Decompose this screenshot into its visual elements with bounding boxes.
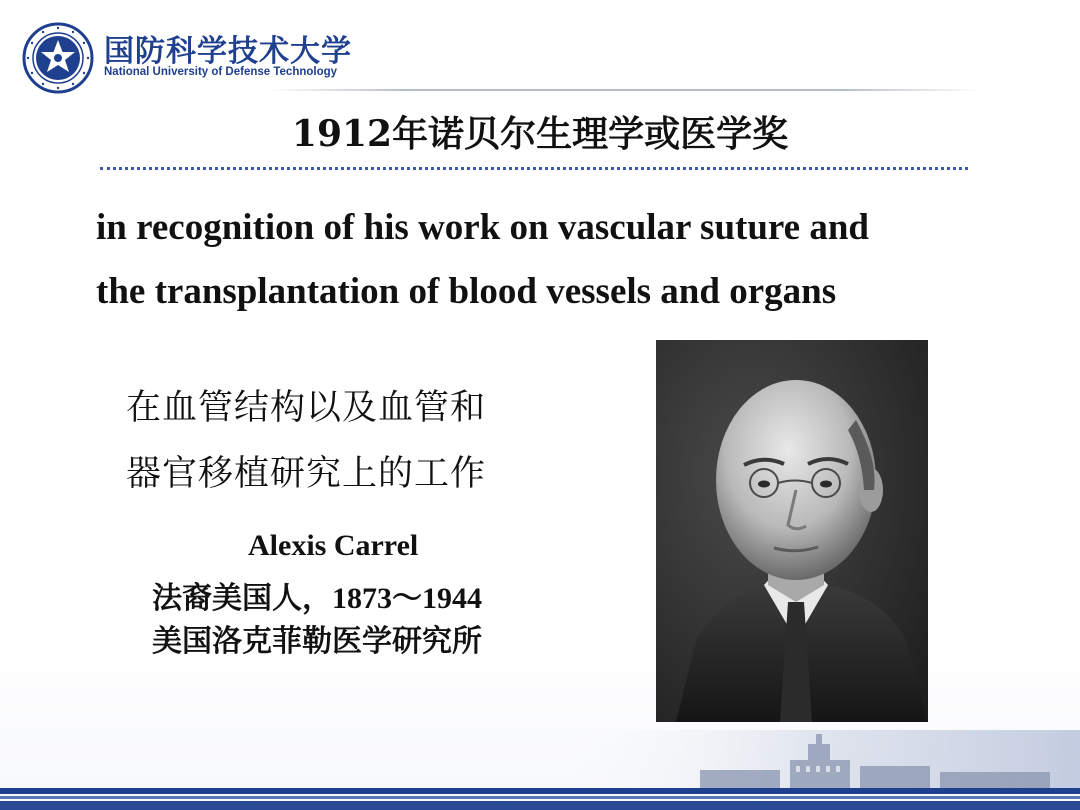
citation-en-line-2: the transplantation of blood vessels and organs — [96, 271, 837, 312]
citation-cn-line-2: 器官移植研究上的工作 — [126, 454, 487, 494]
citation-en-line-1: in recognition of his work on vascular suture and — [96, 207, 870, 248]
title-dotted-divider — [100, 167, 968, 170]
slide-title: 1912年诺贝尔生理学或医学奖 — [291, 113, 789, 155]
laureate-portrait-photo — [656, 340, 928, 722]
university-seal-icon — [22, 22, 94, 94]
header-divider — [268, 89, 980, 91]
university-name-cn: 国防科学技术大学 — [104, 34, 352, 69]
laureate-name: Alexis Carrel — [248, 529, 419, 562]
laureate-nationality-years: 法裔美国人，1873～1944 — [152, 582, 482, 615]
university-name-en: National University of Defense Technology — [104, 66, 338, 78]
campus-footer-graphic — [0, 730, 1080, 810]
laureate-institution: 美国洛克菲勒医学研究所 — [152, 625, 482, 658]
citation-cn-line-1: 在血管结构以及血管和 — [126, 388, 487, 428]
